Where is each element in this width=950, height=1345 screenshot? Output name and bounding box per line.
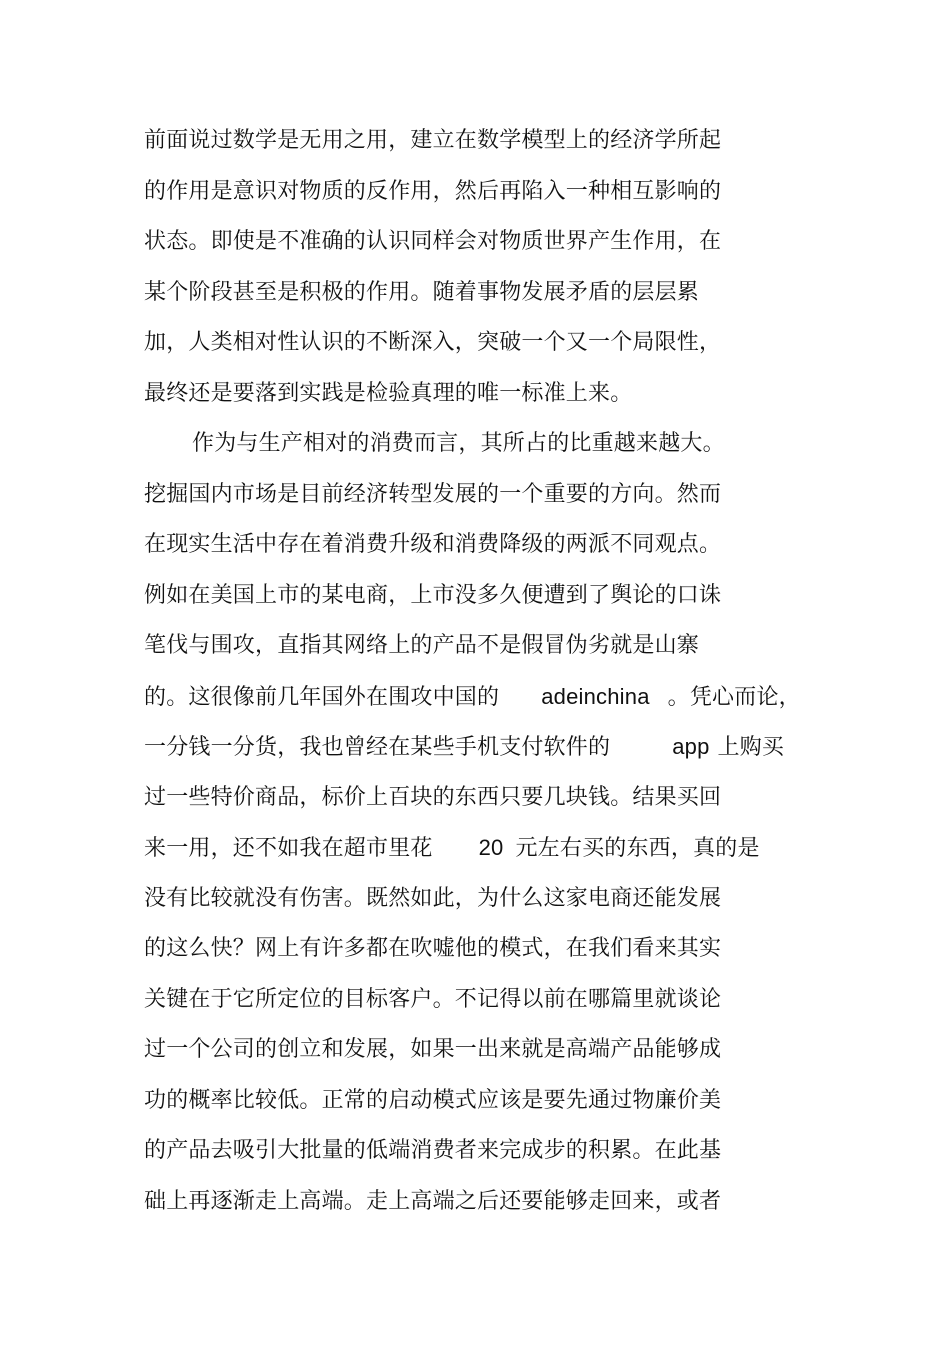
text-line: 关键在于它所定位的目标客户。不记得以前在哪篇里就谈论 (144, 986, 722, 1012)
text-line: 功的概率比较低。正常的启动模式应该是要先通过物廉价美 (144, 1087, 722, 1113)
text-segment: 。凭心而论， (667, 684, 801, 710)
paragraph-start-line: 作为与生产相对的消费而言，其所占的比重越来越大。 (192, 431, 725, 456)
text-line: 最终还是要落到实践是检验真理的唯一标准上来。 (144, 380, 633, 406)
text-line: 础上再逐渐走上高端。走上高端之后还要能够走回来，或者 (144, 1188, 722, 1214)
latin-term: adeinchina (541, 683, 650, 709)
text-line: 笔伐与围攻，直指其网络上的产品不是假冒伪劣就是山寨 (144, 633, 700, 658)
text-line: 的这么快？网上有许多都在吹嘘他的模式，在我们看来其实 (144, 936, 722, 961)
text-line: 加，人类相对性认识的不断深入，突破一个又一个局限性， (144, 330, 722, 355)
text-line (144, 728, 844, 779)
text-line: 在现实生活中存在着消费升级和消费降级的两派不同观点。 (144, 532, 722, 557)
text-line (144, 829, 844, 880)
text-line: 某个阶段甚至是积极的作用。随着事物发展矛盾的层层累 (144, 279, 700, 305)
text-line: 没有比较就没有伤害。既然如此，为什么这家电商还能发展 (144, 885, 722, 911)
body-text (144, 122, 844, 1233)
text-segment: 的。这很像前几年国外在围攻中国的 (144, 684, 500, 710)
text-segment: 元左右买的东西，真的是 (515, 836, 760, 861)
text-line: 状态。即使是不准确的认识同样会对物质世界产生作用，在 (144, 229, 722, 254)
latin-term: app (672, 734, 710, 759)
text-line: 前面说过数学是无用之用，建立在数学模型上的经济学所起 (144, 128, 722, 153)
text-line: 的产品去吸引大批量的低端消费者来完成步的积累。在此基 (144, 1138, 722, 1163)
text-line: 过一些特价商品，标价上百块的东西只要几块钱。结果买回 (144, 784, 722, 810)
text-segment: 上购买 (717, 735, 785, 760)
text-line: 过一个公司的创立和发展，如果一出来就是高端产品能够成 (144, 1037, 722, 1062)
text-line (144, 678, 844, 729)
text-segment: 来一用，还不如我在超市里花 (144, 836, 433, 861)
text-segment: 一分钱一分货，我也曾经在某些手机支付软件的 (144, 735, 611, 760)
text-line: 挖掘国内市场是目前经济转型发展的一个重要的方向。然而 (144, 481, 722, 507)
text-line: 的作用是意识对物质的反作用，然后再陷入一种相互影响的 (144, 178, 722, 204)
text-line: 例如在美国上市的某电商，上市没多久便遭到了舆论的口诛 (144, 582, 722, 608)
number-value: 20 (478, 835, 504, 860)
